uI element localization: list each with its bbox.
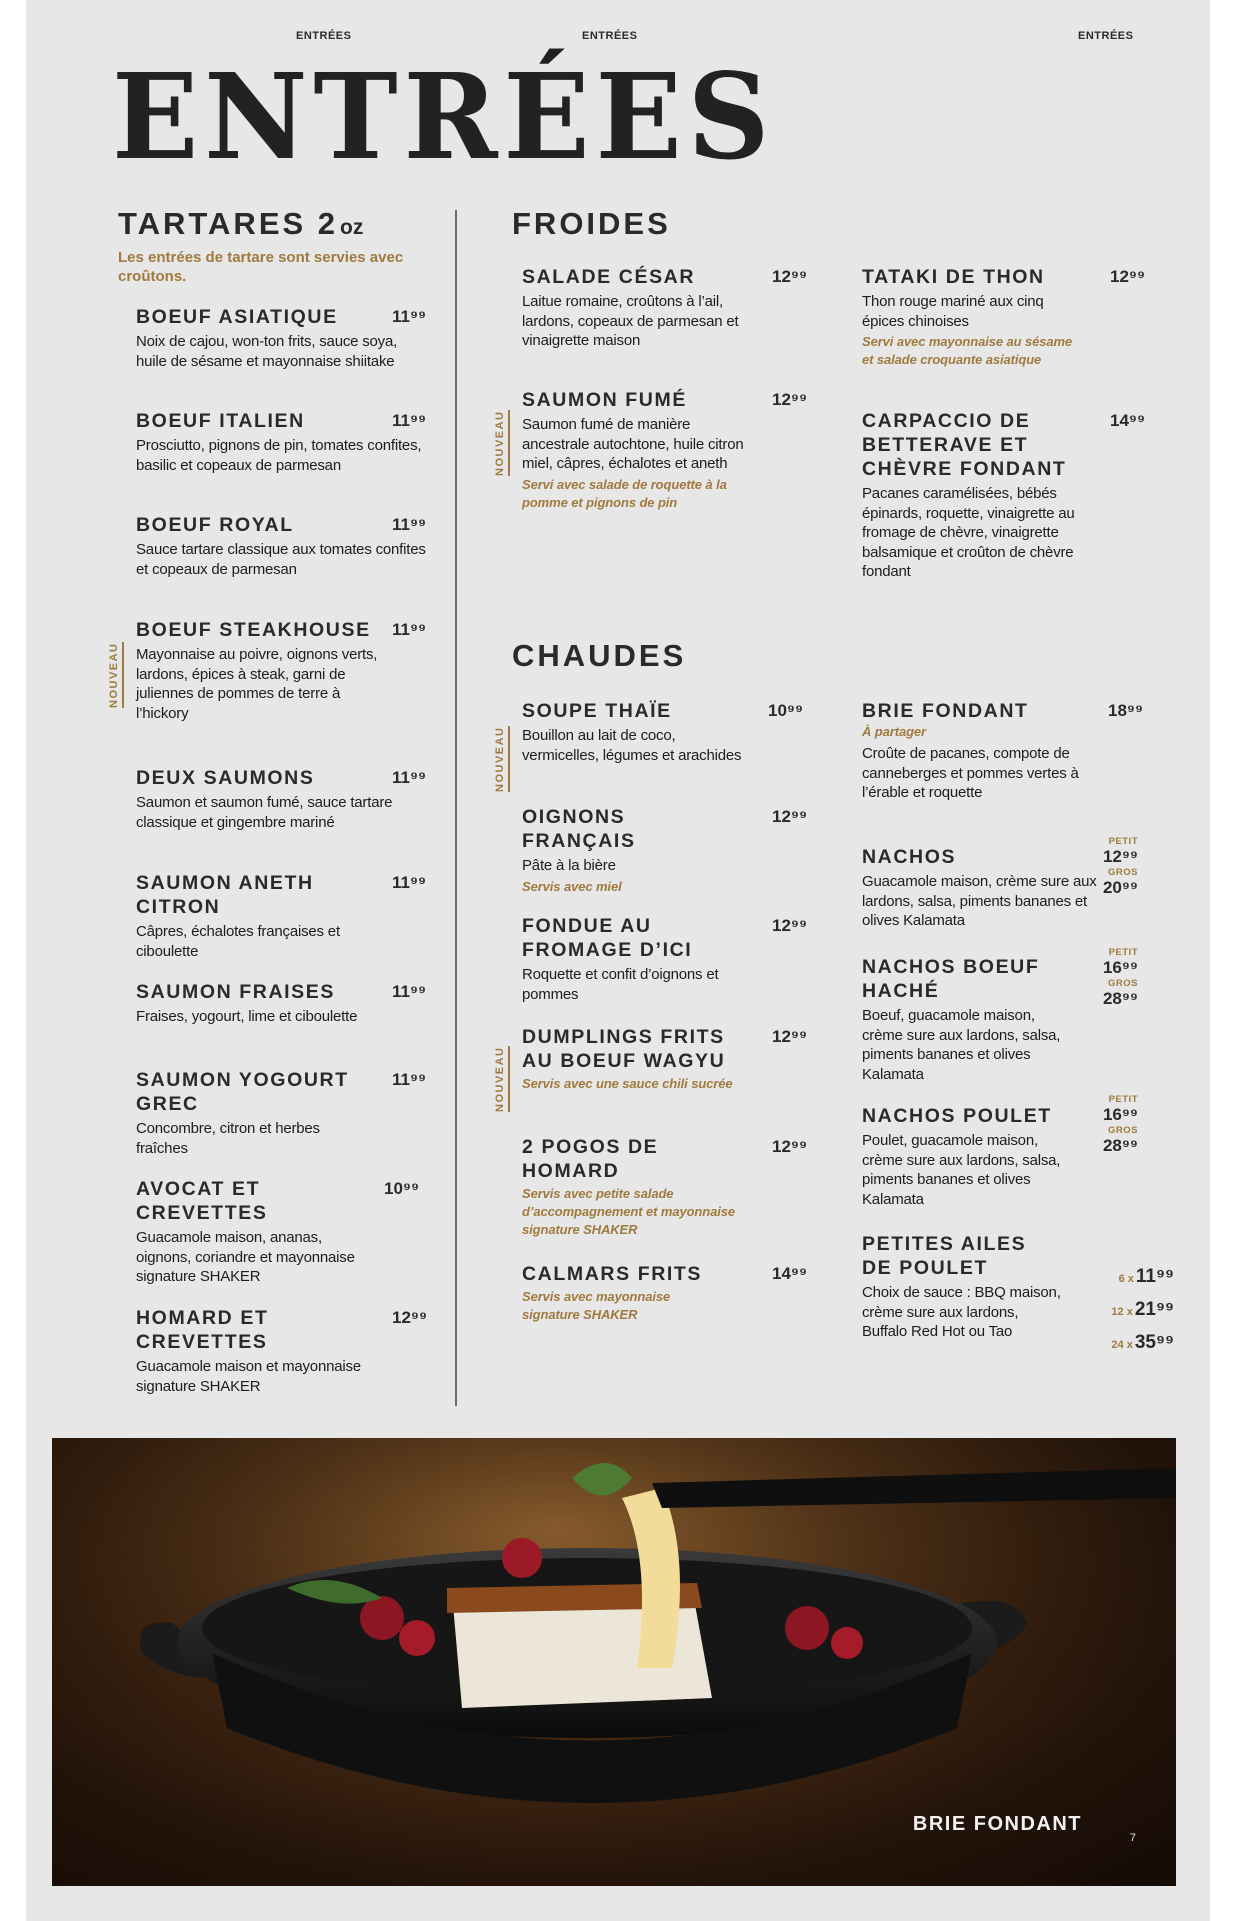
menu-item — [136, 1177, 420, 1287]
wing-option — [1078, 1265, 1174, 1298]
running-header-right: ENTRÉES — [1078, 30, 1134, 42]
item-description: Guacamole maison, ananas, oignons, coriandre et mayonnaise signature SHAKER — [136, 1229, 355, 1285]
nouveau-badge: NOUVEAU — [494, 1046, 510, 1112]
menu-item — [522, 1262, 808, 1324]
item-serving-note: Servis avec mayonnaise signature SHAKER — [522, 1289, 671, 1322]
item-description: Pacanes caramélisées, bébés épinards, roquette, vinaigrette au fromage de chèvre, vinaigrette balsamique et croûton de chèvre fondant — [862, 485, 1075, 580]
item-price: 11⁹⁹ — [392, 768, 427, 787]
menu-item — [862, 409, 1146, 582]
small-size-price: 12⁹⁹ — [1102, 847, 1138, 866]
wing-option — [1078, 1331, 1174, 1364]
item-price: 12⁹⁹ — [772, 267, 808, 286]
menu-page — [26, 0, 1210, 1921]
item-name: NACHOS BOEUF HACHÉ — [862, 956, 1040, 1002]
item-description: Mayonnaise au poivre, oignons verts, lardons, épices à steak, garni de juliennes de pommes de terre à l’hickory — [136, 646, 378, 722]
item-name: SAUMON FUMÉ — [522, 389, 687, 411]
item-name: OIGNONS FRANÇAIS — [522, 806, 636, 852]
wing-quantity: 12 x — [1111, 1306, 1133, 1318]
item-price: 12⁹⁹ — [772, 1137, 808, 1156]
menu-item — [522, 388, 808, 512]
item-description: Choix de sauce : BBQ maison, crème sure aux lardons, Buffalo Red Hot ou Tao — [862, 1284, 1061, 1340]
item-name: NACHOS — [862, 846, 957, 868]
item-description: Noix de cajou, won-ton frits, sauce soya, huile de sésame et mayonnaise shiitake — [136, 333, 398, 370]
item-name: SAUMON YOGOURT GREC — [136, 1069, 349, 1115]
item-price: 14⁹⁹ — [772, 1264, 808, 1283]
item-description: Câpres, échalotes françaises et ciboulette — [136, 923, 340, 960]
menu-item — [522, 1135, 808, 1239]
item-price: 10⁹⁹ — [768, 701, 804, 720]
menu-item — [522, 699, 804, 765]
price-sizes — [1078, 1095, 1138, 1157]
item-price: 11⁹⁹ — [392, 982, 427, 1001]
item-price: 11⁹⁹ — [392, 620, 427, 639]
item-description: Laitue romaine, croûtons à l’ail, lardons, copeaux de parmesan et vinaigrette maison — [522, 293, 739, 349]
small-size-label: PETIT — [1108, 836, 1138, 847]
item-name: BOEUF ITALIEN — [136, 410, 305, 432]
item-price: 11⁹⁹ — [392, 873, 427, 892]
item-name: DUMPLINGS FRITS AU BOEUF WAGYU — [522, 1026, 726, 1072]
item-description: Boeuf, guacamole maison, crème sure aux lardons, salsa, piments bananes et olives Kalamata — [862, 1007, 1061, 1083]
menu-item — [522, 805, 808, 896]
menu-item — [136, 409, 426, 475]
item-price: 10⁹⁹ — [384, 1179, 420, 1198]
item-name: SAUMON FRAISES — [136, 981, 335, 1003]
item-price: 11⁹⁹ — [392, 1070, 427, 1089]
wing-price: 21⁹⁹ — [1134, 1299, 1174, 1320]
item-price: 12⁹⁹ — [1110, 267, 1146, 286]
wing-price: 11⁹⁹ — [1135, 1266, 1174, 1287]
menu-item — [522, 914, 808, 1004]
price-sizes — [1078, 948, 1138, 1010]
item-description: Sauce tartare classique aux tomates confites et copeaux de parmesan — [136, 541, 426, 578]
item-description: Bouillon au lait de coco, vermicelles, légumes et arachides — [522, 727, 742, 764]
small-size-label: PETIT — [1108, 947, 1138, 958]
item-description: Guacamole maison et mayonnaise signature SHAKER — [136, 1358, 361, 1395]
item-serving-note: À partager — [862, 724, 927, 739]
large-size-price: 20⁹⁹ — [1102, 878, 1138, 897]
item-name: CARPACCIO DE BETTERAVE ET CHÈVRE FONDANT — [862, 410, 1067, 480]
large-size-price: 28⁹⁹ — [1102, 1136, 1138, 1155]
item-description: Pâte à la bière — [522, 857, 616, 874]
section-title-froides: FROIDES — [512, 206, 671, 241]
item-name: BOEUF ASIATIQUE — [136, 306, 338, 328]
large-size-label: GROS — [1108, 867, 1138, 878]
item-name: AVOCAT ET CREVETTES — [136, 1178, 268, 1224]
column-divider — [455, 210, 457, 1406]
page-title: ENTRÉES — [112, 47, 776, 186]
page-number: 7 — [1129, 1832, 1136, 1844]
section-title-chaudes: CHAUDES — [512, 638, 687, 673]
item-price: 12⁹⁹ — [772, 807, 808, 826]
menu-item — [136, 305, 426, 371]
item-serving-note: Servis avec petite salade d’accompagnement et mayonnaise signature SHAKER — [522, 1186, 736, 1237]
menu-item — [136, 1306, 428, 1396]
tartares-note: Les entrées de tartare sont servies avec croûtons. — [118, 249, 404, 285]
item-description: Saumon et saumon fumé, sauce tartare classique et gingembre mariné — [136, 794, 393, 831]
item-name: BOEUF STEAKHOUSE — [136, 619, 371, 641]
small-size-label: PETIT — [1108, 1094, 1138, 1105]
item-name: BOEUF ROYAL — [136, 514, 294, 536]
item-price: 18⁹⁹ — [1108, 701, 1144, 720]
wing-option — [1078, 1298, 1174, 1331]
menu-item — [862, 1104, 1077, 1209]
item-name: TATAKI DE THON — [862, 266, 1045, 288]
item-description: Poulet, guacamole maison, crème sure aux lardons, salsa, piments bananes et olives Kalamata — [862, 1132, 1061, 1208]
item-name: SOUPE THAÏE — [522, 700, 672, 722]
menu-item — [136, 618, 427, 723]
wing-quantity: 24 x — [1111, 1339, 1133, 1351]
item-serving-note: Servi avec salade de roquette à la pomme et pignons de pin — [522, 476, 727, 510]
item-price: 12⁹⁹ — [772, 916, 808, 935]
menu-item — [136, 1068, 427, 1158]
item-description: Prosciutto, pignons de pin, tomates confites, basilic et copeaux de parmesan — [136, 437, 422, 474]
item-description: Croûte de pacanes, compote de canneberges et pommes vertes à l’érable et roquette — [862, 745, 1079, 801]
item-name: HOMARD ET CREVETTES — [136, 1307, 269, 1353]
menu-item — [862, 1232, 1062, 1342]
item-serving-note: Servis avec miel — [522, 878, 622, 894]
item-name: SAUMON ANETH CITRON — [136, 872, 314, 918]
wing-quantity-prices — [1078, 1265, 1174, 1364]
nouveau-badge: NOUVEAU — [494, 726, 510, 792]
large-size-label: GROS — [1108, 978, 1138, 989]
running-header-center: ENTRÉES — [582, 30, 638, 42]
item-name: DEUX SAUMONS — [136, 767, 315, 789]
tartares-title: TARTARES 2 — [118, 206, 339, 241]
large-size-label: GROS — [1108, 1125, 1138, 1136]
photo-caption: BRIE FONDANT — [912, 1813, 1082, 1835]
item-name: PETITES AILES DE POULET — [862, 1233, 1027, 1279]
menu-item — [136, 513, 426, 579]
item-description: Guacamole maison, crème sure aux lardons, salsa, piments bananes et olives Kalamata — [862, 873, 1097, 929]
menu-item — [862, 845, 1102, 931]
menu-item — [862, 265, 1146, 369]
item-description: Roquette et confit d’oignons et pommes — [522, 966, 719, 1003]
wing-quantity: 6 x — [1118, 1273, 1134, 1285]
nouveau-badge: NOUVEAU — [494, 410, 510, 476]
menu-item — [522, 265, 808, 351]
large-size-price: 28⁹⁹ — [1102, 989, 1138, 1008]
wing-price: 35⁹⁹ — [1134, 1332, 1174, 1353]
item-name: CALMARS FRITS — [522, 1263, 703, 1285]
item-name: FONDUE AU FROMAGE D’ICI — [522, 915, 693, 961]
item-description: Concombre, citron et herbes fraîches — [136, 1120, 320, 1157]
running-header-left: ENTRÉES — [296, 30, 352, 42]
item-price: 14⁹⁹ — [1110, 411, 1146, 430]
menu-item — [136, 871, 427, 961]
item-price: 12⁹⁹ — [772, 390, 808, 409]
item-description: Saumon fumé de manière ancestrale autochtone, huile citron miel, câpres, échalotes et aneth — [522, 416, 744, 472]
item-name: BRIE FONDANT — [862, 700, 1029, 722]
item-name: SALADE CÉSAR — [522, 266, 696, 288]
price-sizes — [1078, 837, 1138, 899]
menu-item — [136, 766, 426, 832]
item-price: 12⁹⁹ — [772, 1027, 808, 1046]
food-photo — [52, 1438, 1176, 1886]
menu-item — [862, 955, 1067, 1084]
item-price: 11⁹⁹ — [392, 411, 427, 430]
nouveau-badge: NOUVEAU — [108, 642, 124, 708]
small-size-price: 16⁹⁹ — [1102, 958, 1138, 977]
item-price: 11⁹⁹ — [392, 307, 427, 326]
item-serving-note: Servis avec une sauce chili sucrée — [522, 1076, 733, 1091]
menu-item — [136, 980, 426, 1027]
item-price: 11⁹⁹ — [392, 515, 427, 534]
item-serving-note: Servi avec mayonnaise au sésame et salade croquante asiatique — [862, 334, 1073, 367]
item-name: 2 POGOS DE HOMARD — [522, 1136, 659, 1182]
item-name: NACHOS POULET — [862, 1105, 1052, 1127]
menu-item — [522, 1025, 808, 1093]
item-description: Fraises, yogourt, lime et ciboulette — [136, 1008, 358, 1025]
section-title-tartares — [118, 206, 363, 242]
tartares-unit: oz — [340, 216, 364, 239]
menu-item — [862, 699, 1144, 803]
item-price: 12⁹⁹ — [392, 1308, 428, 1327]
small-size-price: 16⁹⁹ — [1102, 1105, 1138, 1124]
item-description: Thon rouge mariné aux cinq épices chinoises — [862, 293, 1044, 330]
